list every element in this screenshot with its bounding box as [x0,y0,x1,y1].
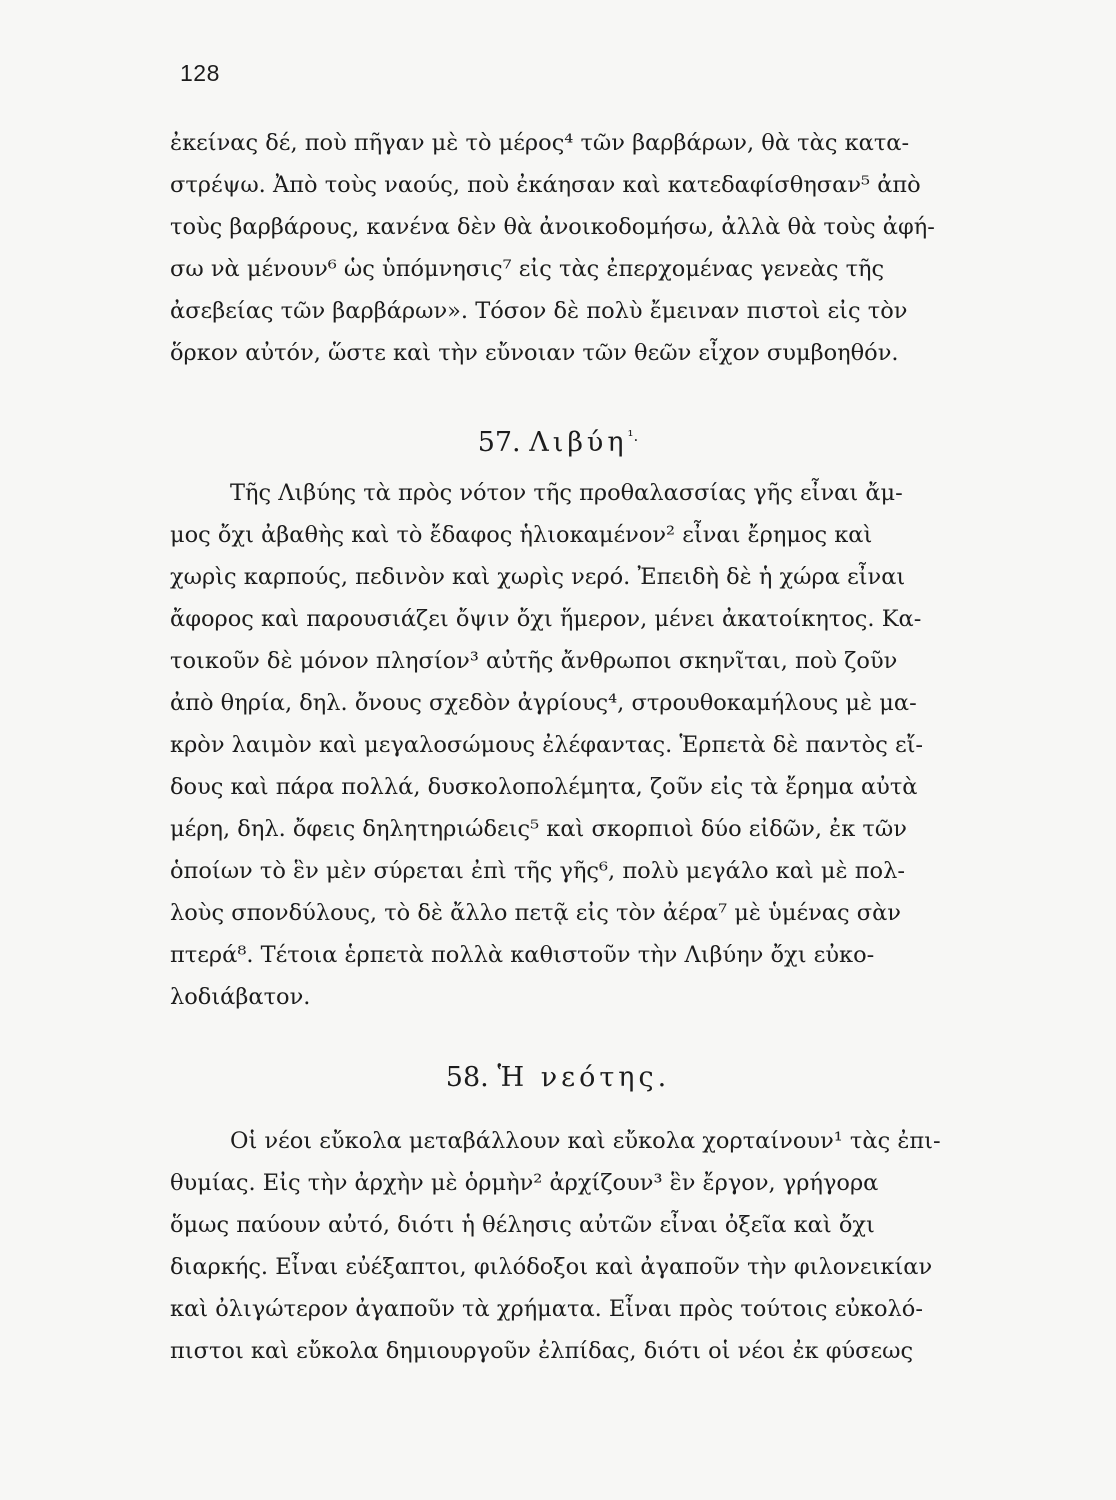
text-line: μέρη, δηλ. ὄφεις δηλητηριώδεις⁵ καὶ σκορπιοὶ δύο εἰδῶν, ἐκ τῶν [170,816,907,842]
text-line: μος ὄχι ἀβαθὴς καὶ τὸ ἔδαφος ἡλιοκαμένον² εἶναι ἔρημος καὶ [170,522,873,548]
text-line: πιστοι καὶ εὔκολα δημιουργοῦν ἐλπίδας, διότι οἱ νέοι ἐκ φύσεως [170,1338,914,1364]
text-line: πτερά⁸. Τέτοια ἑρπετὰ πολλὰ καθιστοῦν τὴν Λιβύην ὄχι εὐκο- [170,942,875,968]
text-line: τοὺς βαρβάρους, κανένα δὲν θὰ ἀνοικοδομήσω, ἀλλὰ θὰ τοὺς ἀφή- [170,214,935,240]
section-number: 57. [477,427,521,458]
text-line: ἀσεβείας τῶν βαρβάρων». Τόσον δὲ πολὺ ἔμειναν πιστοὶ εἰς τὸν [170,298,908,324]
text-line: διαρκής. Εἶναι εὐέξαπτοι, φιλόδοξοι καὶ ἀγαποῦν τὴν φιλονεικίαν [170,1254,933,1280]
text-line: θυμίας. Εἰς τὴν ἀρχὴν μὲ ὁρμὴν² ἀρχίζουν³ ἓν ἔργον, γρήγορα [170,1170,879,1196]
section-58-paragraph [170,1120,1002,1372]
text-line: δους καὶ πάρα πολλά, δυσκολοπολέμητα, ζοῦν εἰς τὰ ἔρημα αὐτὰ [170,774,918,800]
text-line: χωρὶς καρπούς, πεδινὸν καὶ χωρὶς νερό. Ἐπειδὴ δὲ ἡ χώρα εἶναι [170,564,906,590]
text-line: ὁποίων τὸ ἓν μὲν σύρεται ἐπὶ τῆς γῆς⁶, πολὺ μεγάλο καὶ μὲ πολ- [170,858,905,884]
text-line: ὅρκον αὐτόν, ὥστε καὶ τὴν εὔνοιαν τῶν θεῶν εἶχον συμβοηθόν. [170,340,899,366]
text-line: ἀπὸ θηρία, δηλ. ὄνους σχεδὸν ἀγρίους⁴, στρουθοκαμήλους μὲ μα- [170,690,917,716]
section-title: Ἡ νεότης. [497,1062,671,1093]
text-line: Οἱ νέοι εὔκολα μεταβάλλουν καὶ εὔκολα χορταίνουν¹ τὰς ἐπι- [230,1128,941,1154]
text-line: τοικοῦν δὲ μόνον πλησίον³ αὐτῆς ἄνθρωποι σκηνῖται, ποὺ ζοῦν [170,648,898,674]
section-number: 58. [445,1062,489,1093]
text-line: Τῆς Λιβύης τὰ πρὸς νότον τῆς προθαλασσίας γῆς εἶναι ἄμ- [230,480,903,506]
section-58-heading [0,1057,1116,1099]
text-line: ἄφορος καὶ παρουσιάζει ὄψιν ὄχι ἥμερον, μένει ἀκατοίκητος. Κα- [170,606,922,632]
text-line: καὶ ὀλιγώτερον ἀγαποῦν τὰ χρήματα. Εἶναι πρὸς τούτοις εὐκολό- [170,1296,923,1322]
text-line: λοὺς σπονδύλους, τὸ δὲ ἄλλο πετᾷ εἰς τὸν ἀέρα⁷ μὲ ὑμένας σὰν [170,900,901,926]
text-line: κρὸν λαιμὸν καὶ μεγαλοσώμους ἐλέφαντας. Ἑρπετὰ δὲ παντὸς εἴ- [170,732,924,758]
text-line: ὅμως παύουν αὐτό, διότι ἡ θέλησις αὐτῶν εἶναι ὀξεῖα καὶ ὄχι [170,1212,875,1238]
text-line: ἐκείνας δέ, ποὺ πῆγαν μὲ τὸ μέρος⁴ τῶν βαρβάρων, θὰ τὰς κατα- [170,130,910,156]
text-line: σω νὰ μένουν⁶ ὡς ὑπόμνησις⁷ εἰς τὰς ἐπερχομένας γενεὰς τῆς [170,256,885,282]
page-number: 128 [180,60,220,86]
section-title: Λιβύη [529,427,628,458]
section-57-paragraph [170,472,1002,1018]
continuation-paragraph [170,122,1002,374]
text-line: λοδιάβατον. [170,984,311,1010]
footnote-marker: ¹. [627,427,639,445]
text-line: στρέψω. Ἀπὸ τοὺς ναούς, ποὺ ἐκάησαν καὶ κατεδαφίσθησαν⁵ ἀπὸ [170,172,921,198]
section-57-heading [0,415,1116,457]
